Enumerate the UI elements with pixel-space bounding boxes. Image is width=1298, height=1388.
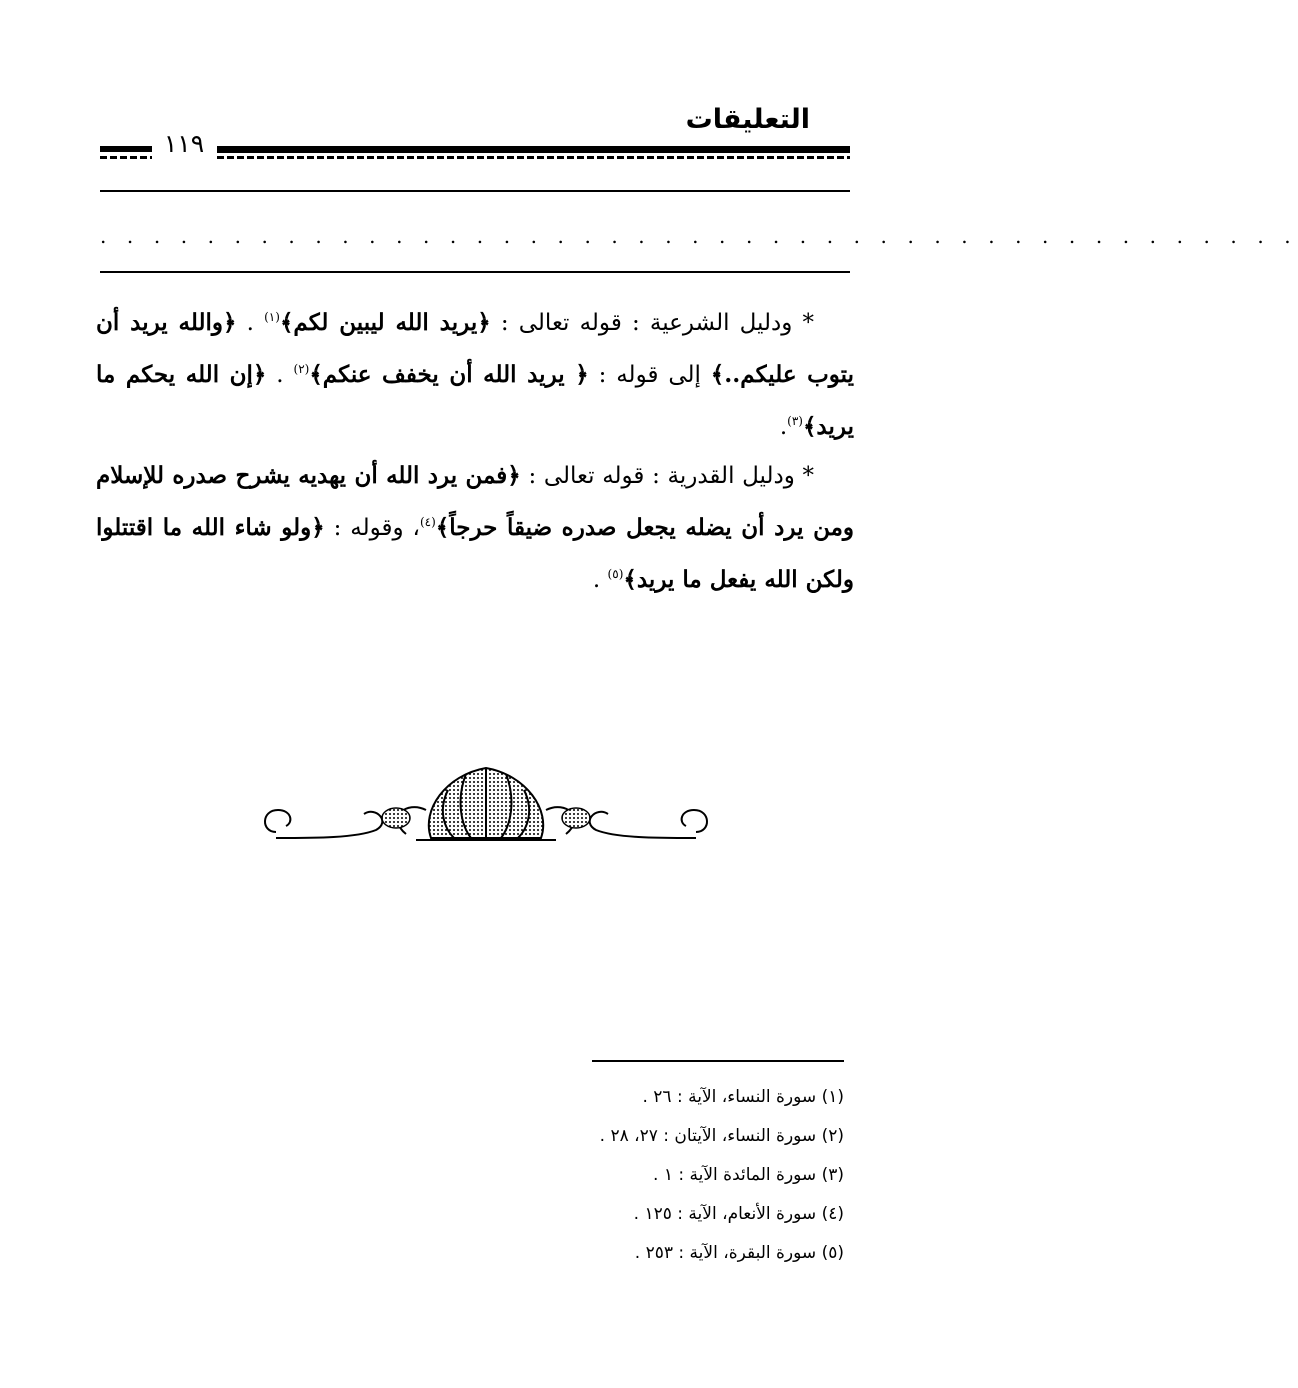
text-run: * ودليل الشرعية : قوله تعالى : bbox=[490, 310, 814, 336]
footnote-2: (٢) سورة النساء، الآيتان : ٢٧، ٢٨ . bbox=[599, 1126, 844, 1146]
separator-top-line bbox=[100, 190, 850, 192]
quran-quote: ﴿فمن يرد الله أن يهديه يشرح صدره للإسلام ومن يرد أن يضله يجعل صدره ضيقاً حرجاً﴾ bbox=[96, 462, 855, 541]
page-number: ١١٩ bbox=[153, 131, 215, 156]
text-run: . bbox=[779, 414, 788, 440]
running-head-title: التعليقات bbox=[685, 104, 810, 135]
footnote-rule bbox=[592, 1060, 844, 1062]
footnote-4: (٤) سورة الأنعام، الآية : ١٢٥ . bbox=[633, 1204, 844, 1224]
footnote-ref: (٣) bbox=[787, 414, 803, 428]
footnote-ref: (٥) bbox=[607, 567, 624, 581]
quran-quote: ﴿ يريد الله أن يخفف عنكم﴾ bbox=[309, 361, 589, 388]
footnote-3: (٣) سورة المائدة الآية : ١ . bbox=[653, 1165, 844, 1185]
separator-bottom-line bbox=[100, 271, 850, 273]
main-text bbox=[96, 297, 854, 453]
footnote-ref: (٤) bbox=[419, 515, 436, 529]
text-run: * ودليل القدرية : قوله تعالى : bbox=[520, 463, 815, 489]
footnotes bbox=[424, 1078, 844, 1273]
main-text-2 bbox=[96, 450, 854, 606]
dotted-separator: . . . . . . . . . . . . . . . . . . . . . . . . . . . . . . . . . . . . . . . . . . . . . bbox=[100, 224, 1298, 248]
text-run: ، وقوله : bbox=[324, 515, 420, 541]
quran-quote: ﴿والله يريد أن يتوب عليكم..﴾ bbox=[96, 309, 855, 388]
text-run: . bbox=[236, 310, 265, 336]
text-run: إلى قوله : bbox=[588, 362, 711, 388]
quran-quote: ﴿يريد الله ليبين لكم﴾ bbox=[279, 309, 491, 336]
footnote-1: (١) سورة النساء، الآية : ٢٦ . bbox=[642, 1087, 844, 1107]
text-run: . bbox=[592, 567, 608, 593]
decorative-ornament bbox=[256, 760, 716, 850]
paragraph-cosmic-will bbox=[96, 450, 854, 606]
quran-quote: ﴿ولو شاء الله ما اقتتلوا ولكن الله يفعل ما يريد﴾ bbox=[96, 514, 854, 593]
text-run: . bbox=[266, 362, 294, 388]
quran-quote: ﴿إن الله يحكم ما يريد﴾ bbox=[96, 361, 854, 440]
paragraph-legal-will bbox=[96, 297, 854, 453]
footnote-5: (٥) سورة البقرة، الآية : ٢٥٣ . bbox=[634, 1243, 844, 1263]
footnote-ref: (٢) bbox=[293, 362, 310, 376]
footnote-ref: (١) bbox=[264, 310, 280, 324]
